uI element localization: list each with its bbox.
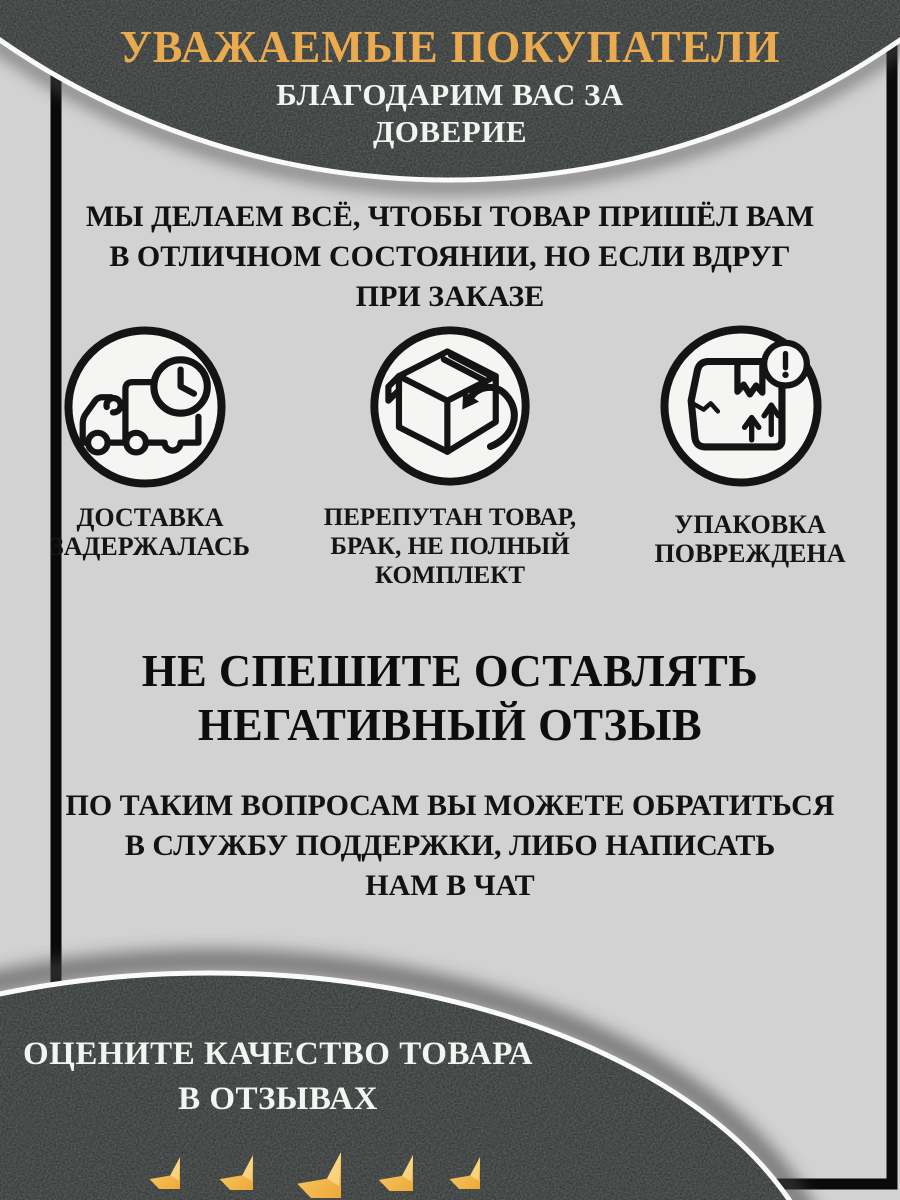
issue-label-line: БРАК, НЕ ПОЛНЫЙ [330, 533, 570, 560]
support-line: В СЛУЖБУ ПОДДЕРЖКИ, ЛИБО НАПИСАТЬ [124, 829, 776, 862]
issue-label-damaged-package [626, 510, 874, 568]
warning-line: НЕГАТИВНЫЙ ОТЗЫВ [197, 699, 703, 750]
rate-product-line: В ОТЗЫВАХ [178, 1081, 378, 1117]
wrong-item-box-return-icon [362, 318, 538, 494]
rate-product-line: ОЦЕНИТЕ КАЧЕСТВО ТОВАРА [23, 1036, 533, 1072]
intro-line: МЫ ДЕЛАЕМ ВСЁ, ЧТОБЫ ТОВАР ПРИШЁЛ ВАМ [85, 200, 815, 233]
issue-label-line: ПОВРЕЖДЕНА [654, 539, 846, 568]
intro-line: В ОТЛИЧНОМ СОСТОЯНИИ, НО ЕСЛИ ВДРУГ [109, 240, 791, 273]
star-icon [341, 1119, 413, 1191]
header-subtitle-line: ДОВЕРИЕ [372, 114, 528, 149]
star-icon [116, 1125, 180, 1189]
delivery-delayed-truck-clock-icon [56, 318, 234, 496]
damaged-package-icon [652, 317, 830, 495]
issue-label-line: УПАКОВКА [674, 510, 826, 539]
header-subtitle-line: БЛАГОДАРИМ ВАС ЗА [276, 77, 624, 112]
warning-heading [14, 644, 887, 752]
page-title: УВАЖАЕМЫЕ ПОКУПАТЕЛИ [119, 21, 781, 72]
issue-label-line: ПЕРЕПУТАН ТОВАР, [323, 504, 577, 531]
issue-label-line: КОМПЛЕКТ [374, 562, 526, 589]
warning-line: НЕ СПЕШИТЕ ОСТАВЛЯТЬ [141, 645, 759, 696]
intro-paragraph [48, 197, 852, 317]
support-line: НАМ В ЧАТ [365, 869, 535, 902]
issue-label-line: ЗАДЕРЖАЛАСЬ [49, 532, 250, 561]
issue-label-delivery [28, 503, 272, 561]
intro-line: ПРИ ЗАКАЗЕ [355, 280, 545, 313]
support-line: ПО ТАКИМ ВОПРОСАМ ВЫ МОЖЕТЕ ОБРАТИТЬСЯ [65, 789, 835, 822]
support-paragraph [40, 786, 860, 906]
star-icon [416, 1125, 480, 1189]
issue-label-wrong-item [320, 503, 580, 590]
issue-label-line: ДОСТАВКА [76, 503, 224, 532]
star-icon [183, 1120, 253, 1190]
star-icon [249, 1106, 341, 1198]
header-subtitle [0, 76, 900, 150]
